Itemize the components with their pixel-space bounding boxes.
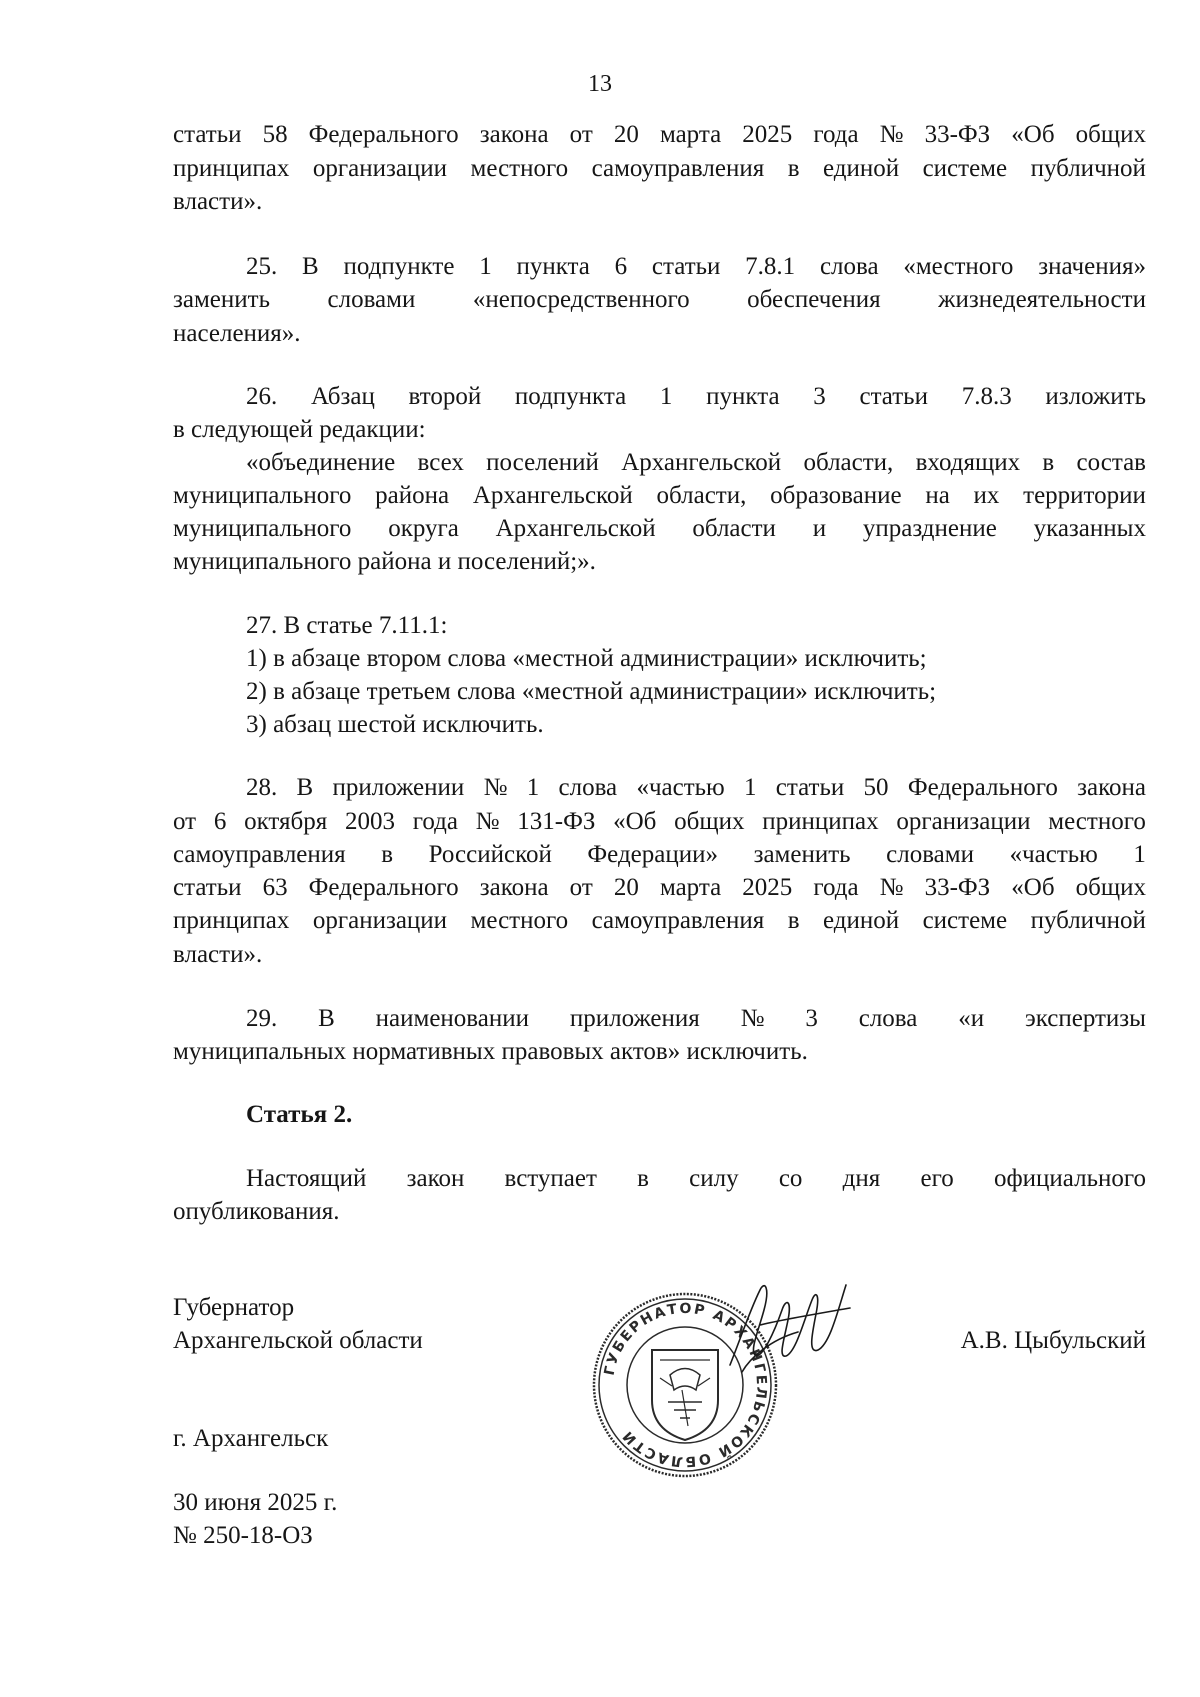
text-line: принципах организации местного самоуправления в единой системе публичной [173, 155, 1146, 182]
text-line: 26. Абзац второй подпункта 1 пункта 3 статьи 7.8.3 изложить [246, 383, 1146, 410]
text-line: 3) абзац шестой исключить. [246, 711, 544, 738]
article-heading: Статья 2. [246, 1101, 353, 1128]
law-number: № 250-18-ОЗ [173, 1522, 313, 1549]
text-line: населения». [173, 320, 301, 347]
text-line: власти». [173, 941, 263, 968]
text-line: муниципального района и поселений;». [173, 548, 596, 575]
text-line: 27. В статье 7.11.1: [246, 612, 448, 639]
text-line: от 6 октября 2003 года № 131-ФЗ «Об общих принципах организации местного [173, 808, 1146, 835]
signatory-title-line2: Архангельской области [173, 1327, 423, 1354]
city: г. Архангельск [173, 1425, 329, 1452]
signature-stroke [730, 1285, 850, 1372]
handwritten-signature [720, 1270, 860, 1380]
text-line: опубликования. [173, 1198, 340, 1225]
text-line: муниципального округа Архангельской области и упразднение указанных [173, 515, 1146, 542]
seal-text: ГУБЕРНАТОР АРХАНГЕЛЬСКОЙ ОБЛАСТИ [601, 1300, 770, 1470]
coat-of-arms-icon [652, 1350, 718, 1440]
text-line: заменить словами «непосредственного обеспечения жизнедеятельности [173, 286, 1146, 313]
text-line: самоуправления в Российской Федерации» заменить словами «частью 1 [173, 841, 1146, 868]
text-line: 1) в абзаце втором слова «местной администрации» исключить; [246, 645, 927, 672]
text-line: принципах организации местного самоуправления в единой системе публичной [173, 907, 1146, 934]
text-line: 2) в абзаце третьем слова «местной администрации» исключить; [246, 678, 937, 705]
text-line: власти». [173, 188, 263, 215]
text-line: в следующей редакции: [173, 416, 426, 443]
text-line: муниципального района Архангельской области, образование на их территории [173, 482, 1146, 509]
signatory-title-line1: Губернатор [173, 1294, 295, 1321]
archangel-icon [670, 1369, 700, 1391]
text-line: 29. В наименовании приложения № 3 слова «и экспертизы [246, 1005, 1146, 1032]
text-line: 28. В приложении № 1 слова «частью 1 статьи 50 Федерального закона [246, 774, 1146, 801]
text-line: статьи 58 Федерального закона от 20 марта 2025 года № 33-ФЗ «Об общих [173, 121, 1146, 148]
page-number: 13 [588, 71, 612, 97]
text-line: 25. В подпункте 1 пункта 6 статьи 7.8.1 слова «местного значения» [246, 253, 1146, 280]
law-date: 30 июня 2025 г. [173, 1489, 338, 1516]
signatory-name: А.В. Цыбульский [960, 1327, 1146, 1354]
text-line: статьи 63 Федерального закона от 20 марта 2025 года № 33-ФЗ «Об общих [173, 874, 1146, 901]
text-line: Настоящий закон вступает в силу со дня его официального [246, 1165, 1146, 1192]
text-line: «объединение всех поселений Архангельской области, входящих в состав [246, 449, 1146, 476]
text-line: муниципальных нормативных правовых актов» исключить. [173, 1038, 808, 1065]
